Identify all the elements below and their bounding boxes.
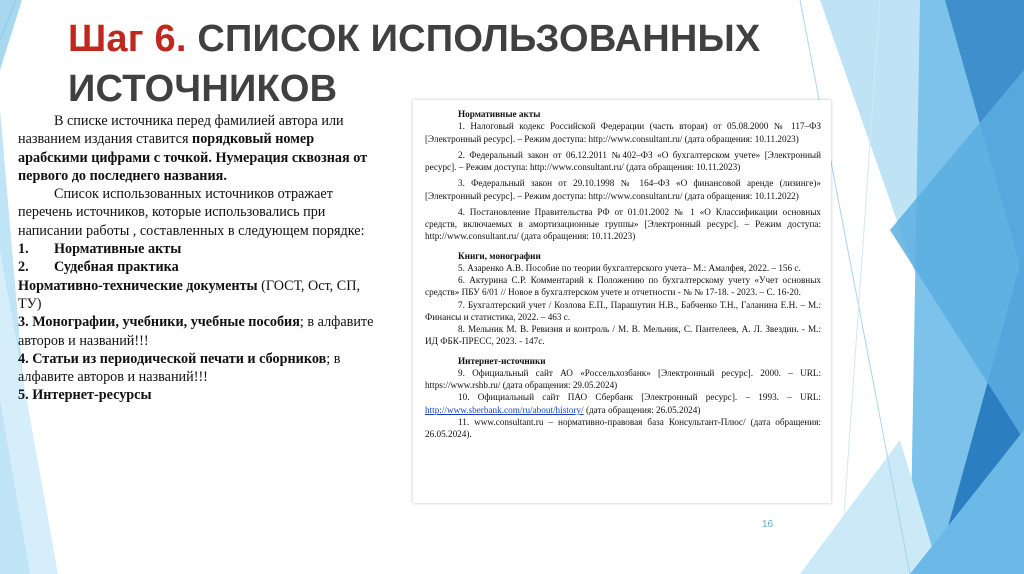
- list-item-5: [18, 386, 374, 404]
- bibliography-example: [413, 100, 831, 503]
- title-step: Шаг 6.: [68, 18, 187, 60]
- list-item-3-bold: 3. Монографии, учебники, учебные пособия: [18, 314, 300, 331]
- ref-5: 5. Азаренко А.В. Пособие по теории бухгалтерского учета– М.: Амалфея, 2022. – 156 с.: [458, 262, 801, 273]
- list-item-2: [18, 258, 374, 276]
- list-item-4: [18, 350, 374, 387]
- sberbank-link[interactable]: http://www.sberbank.com/ru/about/history/: [425, 404, 584, 415]
- ref-1: 1. Налоговый кодекс Российской Федерации (часть вторая) от 05.08.2000 № 117–ФЗ [Электронный ресурс]. – Режим доступа: http://www.consultant.ru/ (дата обращения: 10.11.2023): [425, 121, 821, 144]
- paragraph-1-text: В списке источника перед фамилией автора или названием издания ставится: [18, 113, 344, 148]
- list-item-4-rest: ; в алфавите авторов и названий!!!: [18, 350, 341, 386]
- page-title: [68, 14, 768, 114]
- list-item-3-rest: ; в алфавите авторов и названий!!!: [18, 314, 374, 349]
- title-line2: ИСТОЧНИКОВ: [68, 68, 338, 110]
- ref-10-date: (дата обращения: 26.05.2024): [583, 404, 701, 415]
- list-item-4-bold: 4. Статьи из периодической печати и сборников: [18, 350, 327, 367]
- ref-11: 11. www.consultant.ru – нормативно-правовая база Консультант-Плюс/ (дата обращения: 26.05.2024).: [425, 416, 821, 439]
- ref-7: 7. Бухгалтерский учет / Козлова Е.П., Парашутин Н.В., Бабченко Т.Н., Галанина Е.Н. – М.: Финансы и статистика, 2022. – 463 с.: [425, 299, 821, 322]
- page-number: 16: [762, 519, 774, 530]
- ref-6: 6. Актурина С.Р. Комментарий к Положению по бухгалтерскому учету «Учет основных средств» ПБУ 6/01 // Новое в бухгалтерском учете и отчетности - № № 17-18. - 2023. – С. 16-20.: [425, 275, 821, 298]
- paragraph-1-bold: порядковый номер арабскими цифрами с точкой. Нумерация сквозная от первого до последнего названия.: [18, 131, 368, 184]
- paragraph-1: [18, 112, 374, 185]
- list-item-1-text: Нормативные акты: [54, 241, 182, 258]
- list-item-ntd-rest: (ГОСТ, Ост, СП, ТУ): [18, 277, 360, 312]
- list-item-1: [18, 240, 374, 258]
- list-item-ntd-bold: Нормативно-технические документы: [18, 277, 258, 294]
- section-books: Книги, монографии: [458, 250, 541, 261]
- title-line1: СПИСОК ИСПОЛЬЗОВАННЫХ: [197, 18, 761, 60]
- section-normative: Нормативные акты: [458, 109, 541, 119]
- ref-10: [425, 391, 821, 416]
- list-item-1-num: 1.: [18, 241, 29, 258]
- list-item-2-num: 2.: [18, 259, 29, 276]
- section-internet: Интернет-источники: [458, 355, 546, 366]
- paragraph-2: Список использованных источников отражает перечень источников, которые использовались при написании работы , составленных в следующем порядке:: [18, 186, 365, 239]
- list-item-2-text: Судебная практика: [54, 259, 179, 276]
- ref-4: 4. Постановление Правительства РФ от 01.01.2002 № 1 «О Классификации основных средств, включаемых в амортизационные группы» [Электронный ресурс]. – Режим доступа: http://www.consultant.ru/ (дата обращения: 10.11.2023): [425, 206, 821, 242]
- bibliography-content: [425, 108, 821, 440]
- ref-3: 3. Федеральный закон от 29.10.1998 № 164–ФЗ «О финансовой аренде (лизинге)» [Электронный ресурс]. – Режим доступа: http://www.consultant.ru/ (дата обращения: 10.11.2022): [425, 178, 821, 201]
- ref-10-text: 10. Официальный сайт ПАО Сбербанк [Электронный ресурс]. – 1993. – URL:: [458, 392, 821, 403]
- list-item-5-text: 5. Интернет-ресурсы: [18, 387, 152, 404]
- instructions-text: [18, 112, 374, 405]
- ref-9: 9. Официальный сайт АО «Россельхозбанк» [Электронный ресурс]. 2000. – URL: https://www.rshb.ru/ (дата обращения: 29.05.2024): [425, 367, 821, 390]
- ref-2: 2. Федеральный закон от 06.12.2011 №402–ФЗ «О бухгалтерском учете» [Электронный ресурс]. – Режим доступа: http://www.consultant.ru/ (дата обращения: 10.11.2023): [425, 149, 821, 172]
- list-item-ntd: [18, 277, 374, 314]
- list-item-3: [18, 313, 374, 350]
- ref-8: 8. Мельник М. В. Ревизия и контроль / М. В. Мельник, С. Пантелеев, А. Л. Звездин. - М.: ИД ФБК-ПРЕСС, 2023. - 147с.: [425, 324, 821, 347]
